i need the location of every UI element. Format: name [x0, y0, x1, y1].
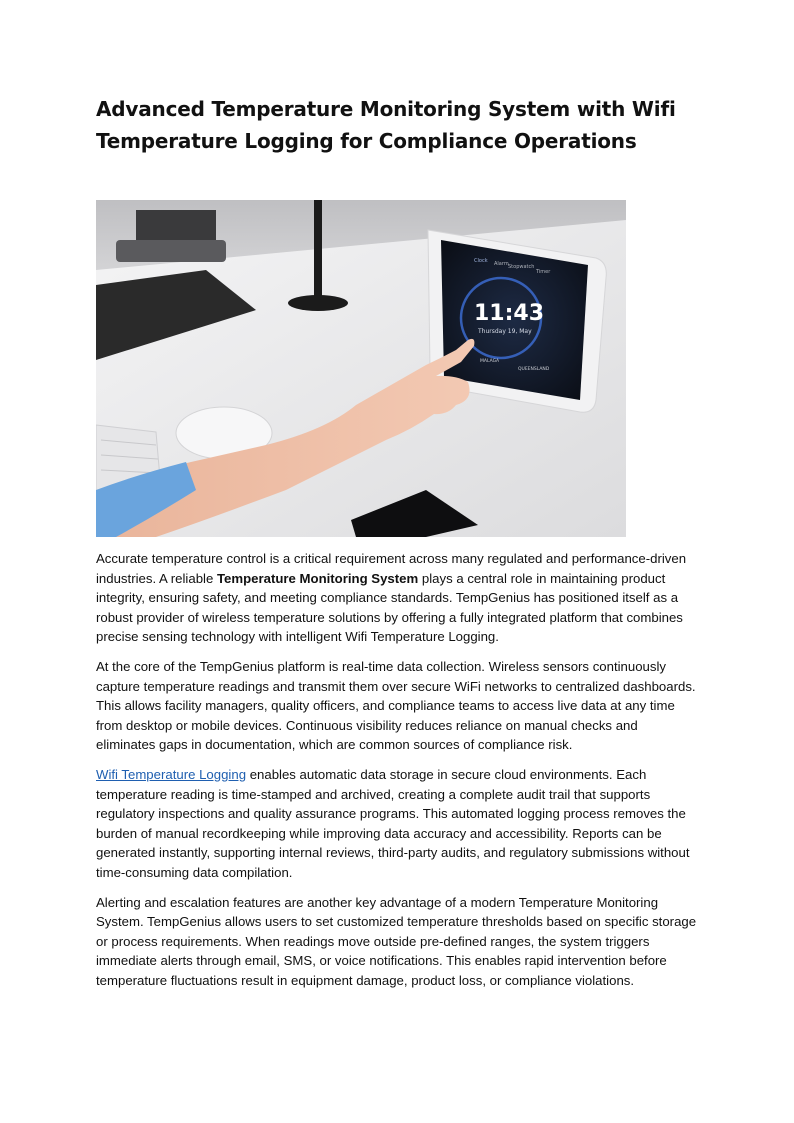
page-title: Advanced Temperature Monitoring System with Wifi Temperature Logging for Compliance Operations: [96, 97, 676, 153]
article-body: [96, 549, 700, 1000]
city-right-text: QUEENSLAND: [518, 367, 550, 372]
city-left-text: MALAGA: [480, 359, 500, 364]
tab-alarm-text: Alarm: [494, 261, 509, 267]
tab-stopwatch-text: Stopwatch: [508, 264, 535, 270]
bold-term: Temperature Monitoring System: [216, 570, 419, 586]
lamp-stand-shape: [314, 200, 322, 300]
tab-clock-text: Clock: [474, 258, 488, 264]
smart-display-photo: [96, 200, 626, 537]
paragraph-4: Alerting and escalation features are another key advantage of a modern Temperature Monitoring System. TempGenius allows users to set customized temperature thresholds based on specific storage or process requirements. When readings move outside pre-defined ranges, the system triggers immediate alerts through email, SMS, or voice notifications. This enables rapid intervention before temperature fluctuations result in equipment damage, product loss, or compliance violations.: [96, 894, 697, 988]
paragraph-1: Accurate temperature control is a critical requirement across many regulated and performance-driven industries. A reliable Temperature Monitoring System plays a central role in maintaining product integrity, ensuring safety, and meeting compliance standards. TempGenius has positioned itself as a robust provider of wireless temperature solutions by offering a fully integrated platform that combines precise sensing technology with intelligent Wifi Temperature Logging.: [96, 551, 687, 645]
wifi-temperature-logging-link[interactable]: Wifi Temperature Logging: [96, 766, 247, 782]
paragraph-3: Wifi Temperature Logging enables automatic data storage in secure cloud environments. Each temperature reading is time-stamped and archived, creating a complete audit trail that supports regulatory inspections and quality assurance programs. This automated logging process removes the burden of manual recordkeeping while improving data accuracy and accessibility. Reports can be generated instantly, supporting internal reviews, third-party audits, and regulatory submissions without time-consuming data compilation.: [96, 766, 690, 880]
tab-timer-text: Timer: [536, 269, 551, 275]
clock-time-text: 11:43: [474, 301, 545, 326]
clock-date-text: Thursday 19, May: [478, 328, 532, 335]
hero-image: [96, 200, 626, 537]
paragraph-2: At the core of the TempGenius platform is real-time data collection. Wireless sensors continuously capture temperature readings and transmit them over secure WiFi networks to centralized dashboards. This allows facility managers, quality officers, and compliance teams to access live data at any time from desktop or mobile devices. Continuous visibility reduces reliance on manual checks and eliminates gaps in documentation, which are common sources of compliance risk.: [96, 658, 696, 753]
